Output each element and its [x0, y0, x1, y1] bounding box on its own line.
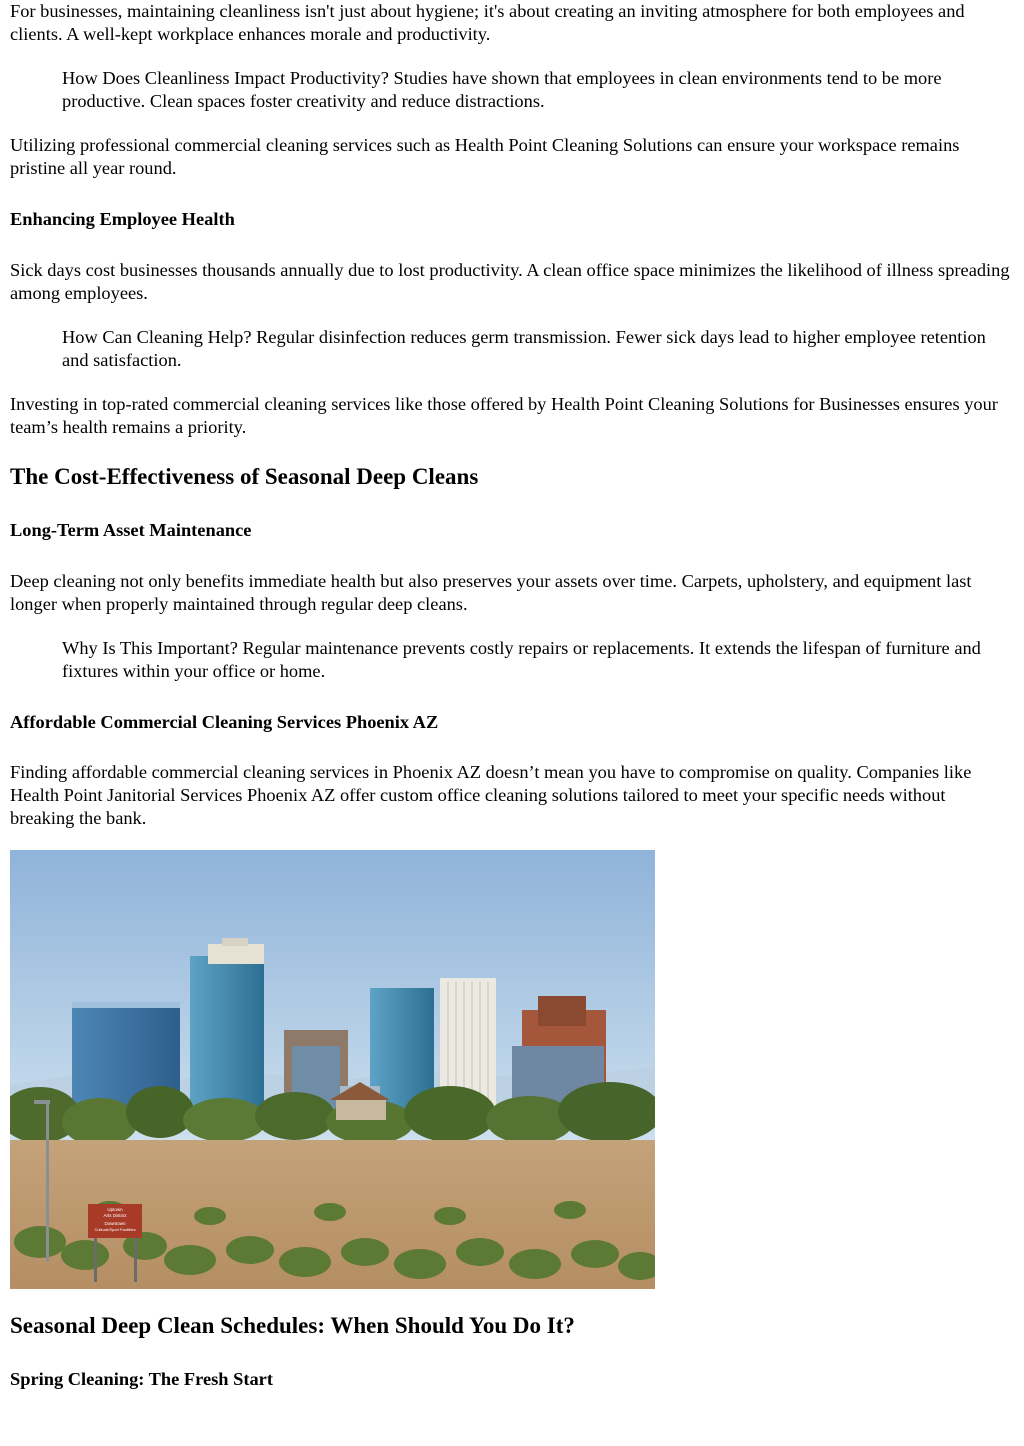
phoenix-skyline-photo [10, 850, 655, 1289]
paragraph-sick-days: Sick days cost businesses thousands annually due to lost productivity. A clean office space minimizes the likelihood of illness spreading among employees. [10, 260, 1010, 303]
blockquote-productivity: How Does Cleanliness Impact Productivity? Studies have shown that employees in clean environments tend to be more productive. Clean spaces foster creativity and reduce distractions. [62, 68, 942, 111]
sign-line-1: Uptown [107, 1207, 123, 1212]
sign-line-4: Cultural/Sport Facilities [94, 1227, 136, 1232]
paragraph-cleanliness: For businesses, maintaining cleanliness isn't just about hygiene; it's about creating an inviting atmosphere for both employees and clients. A well-kept workplace enhances morale and productivity. [10, 1, 965, 44]
paragraph-investing: Investing in top-rated commercial cleaning services like those offered by Health Point Cleaning Solutions for Businesses ensures your team’s health remains a priority. [10, 394, 998, 437]
blockquote-important: Why Is This Important? Regular maintenance prevents costly repairs or replacements. It extends the lifespan of furniture and fixtures within your office or home. [62, 638, 981, 681]
sign-line-2: Arts District [103, 1213, 127, 1218]
paragraph-finding-affordable: Finding affordable commercial cleaning services in Phoenix AZ doesn’t mean you have to compromise on quality. Companies like Health Point Janitorial Services Phoenix AZ offer custom office cleaning solutions tailored to meet your specific needs without breaking the bank. [10, 762, 972, 828]
paragraph-professional-services: Utilizing professional commercial cleaning services such as Health Point Cleaning Solutions can ensure your workspace remains pristine all year round. [10, 135, 960, 178]
heading-spring-cleaning: Spring Cleaning: The Fresh Start [10, 1369, 273, 1389]
paragraph-deep-cleaning: Deep cleaning not only benefits immediate health but also preserves your assets over time. Carpets, upholstery, and equipment last longer when properly maintained through regular deep cleans. [10, 571, 972, 614]
heading-seasonal-schedules: Seasonal Deep Clean Schedules: When Should You Do It? [10, 1313, 575, 1338]
heading-asset-maintenance: Long-Term Asset Maintenance [10, 520, 252, 540]
heading-employee-health: Enhancing Employee Health [10, 209, 235, 229]
blockquote-cleaning-help: How Can Cleaning Help? Regular disinfection reduces germ transmission. Fewer sick days lead to higher employee retention and satisfaction. [62, 327, 986, 370]
heading-cost-effectiveness: The Cost-Effectiveness of Seasonal Deep Cleans [10, 464, 479, 489]
sign-line-3: Downtown [104, 1221, 126, 1226]
heading-affordable-services: Affordable Commercial Cleaning Services Phoenix AZ [10, 712, 439, 732]
